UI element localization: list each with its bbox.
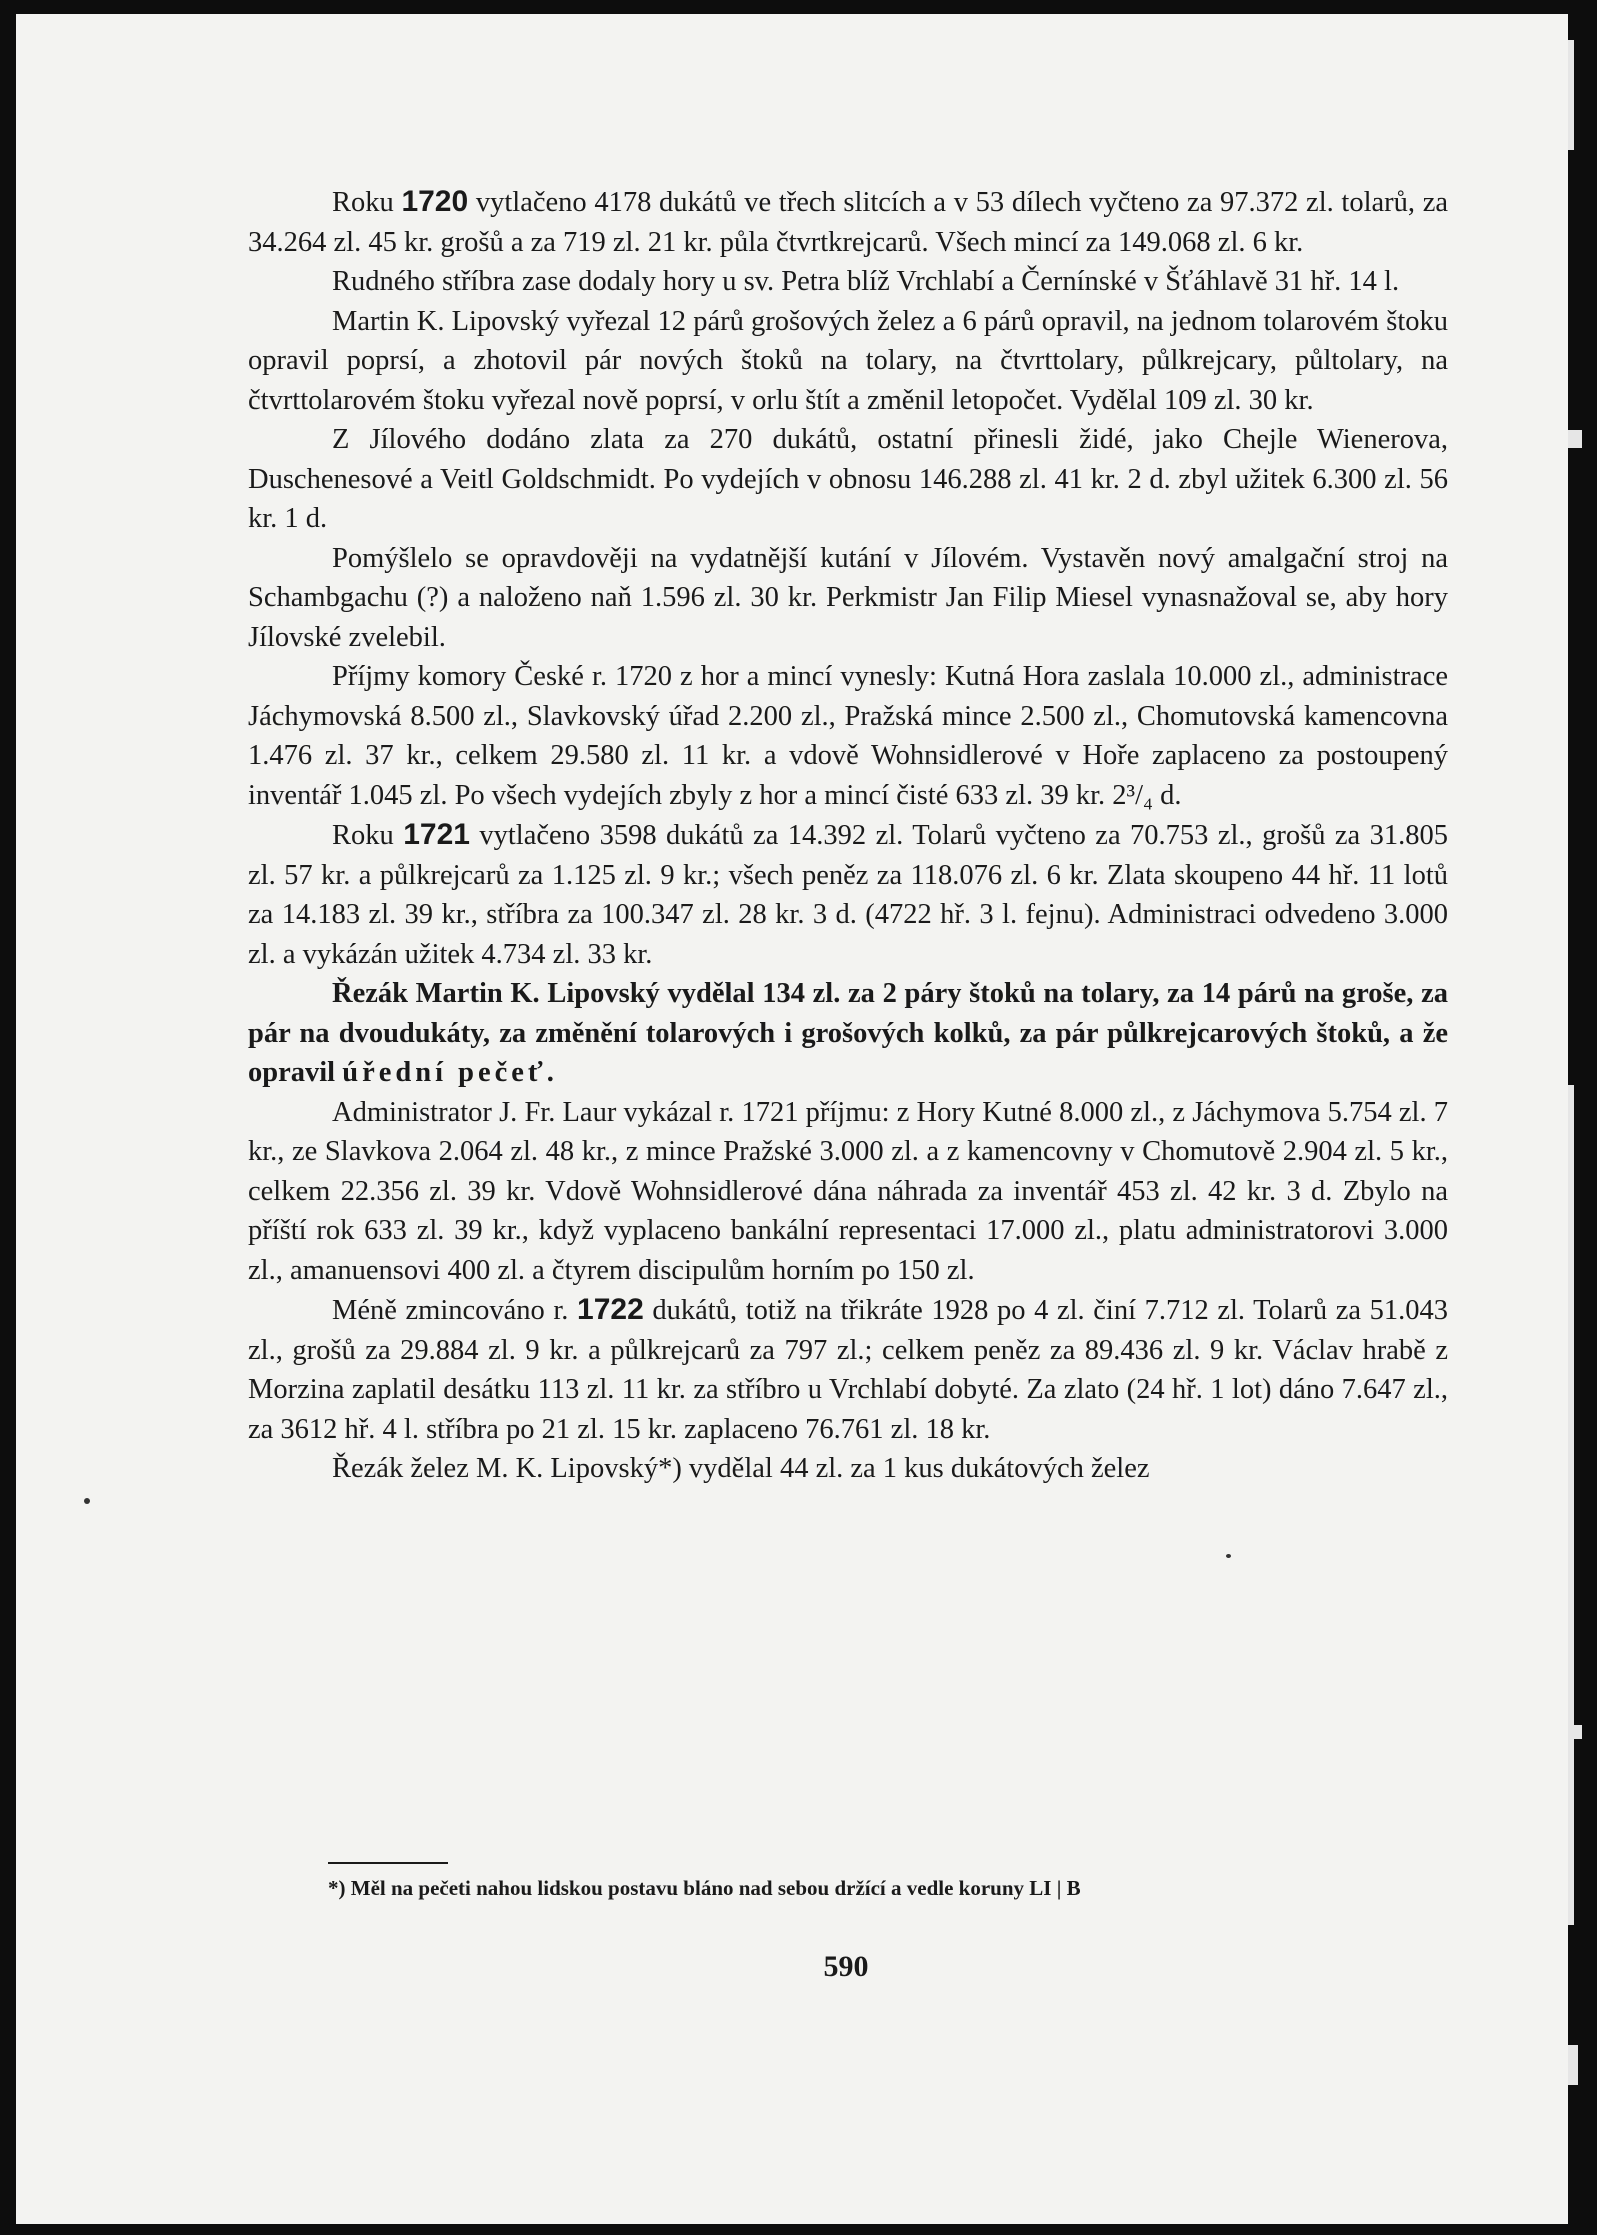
page-number: 590 [823, 1950, 869, 1983]
spaced-emphasis: úřední pečeť [342, 1057, 547, 1088]
scan-edge-mark [1568, 40, 1574, 150]
body-text [248, 182, 1448, 1489]
year-heading-1720: 1720 [401, 185, 469, 218]
paragraph-1721-ducats: Roku 1721 vytlačeno 3598 dukátů za 14.392 zl. Tolarů vyčteno za 70.753 zl., grošů za 31.805 zl. 57 kr. a půlkrejcarů za 1.125 zl. 9 kr.; všech peněz za 118.076 zl. 6 kr. Zlata skoupeno 44 hř. 11 lotů za 14.183 zl. 39 kr., stříbra za 100.347 zl. 28 kr. 3 d. (4722 hř. 3 l. fejnu). Administraci odvedeno 3.000 zl. a vykázán užitek 4.734 zl. 33 kr. [248, 818, 1448, 970]
paragraph-laur-income: Administrator J. Fr. Laur vykázal r. 1721 příjmu: z Hory Kutné 8.000 zl., z Jáchymova 5.754 zl. 7 kr., ze Slavkova 2.064 zl. 48 kr., z mince Pražské 3.000 zl. a z kamencovny v Chomutově 2.904 zl. 5 kr., celkem 22.356 zl. 39 kr. Vdově Wohnsidlerové dána náhrada za inventář 453 zl. 42 kr. 3 d. Zbylo na příští rok 633 zl. 39 kr., když vyplaceno bankální representaci 17.000 zl., platu administratorovi 3.000 zl., amanuensovi 400 zl. a čtyrem discipulům horním po 150 zl. [248, 1096, 1448, 1286]
scan-edge-mark [1568, 1085, 1574, 1925]
scan-edge-mark [1568, 430, 1582, 448]
scanned-page [16, 14, 1568, 2224]
scan-edge-mark [1568, 1725, 1582, 1739]
paragraph-1720-ducats: Roku 1720 vytlačeno 4178 dukátů ve třech slitcích a v 53 dílech vyčteno za 97.372 zl. tolarů, za 34.264 zl. 45 kr. grošů a za 719 zl. 21 kr. půla čtvrtkrejcarů. Všech mincí za 149.068 zl. 6 kr. [248, 185, 1448, 258]
footnote-divider [328, 1862, 448, 1864]
paragraph-jilove-gold: Z Jílového dodáno zlata za 270 dukátů, ostatní přinesli židé, jako Chejle Wienerova, Duschenesové a Veitl Goldschmidt. Po vydejích v obnosu 146.288 zl. 41 kr. 2 d. zbyl užitek 6.300 zl. 56 kr. 1 d. [248, 424, 1448, 534]
paragraph-chamber-income-1720: Příjmy komory České r. 1720 z hor a mincí vynesly: Kutná Hora zaslala 10.000 zl., administrace Jáchymovská 8.500 zl., Slavkovský úřad 2.200 zl., Pražská mince 2.500 zl., Chomutovská kamencovna 1.476 zl. 37 kr., celkem 29.580 zl. 11 kr. a vdově Wohnsidlerové v Hoře zaplaceno za postoupený inventář 1.045 zl. Po všech vydejích zbyly z hor a mincí čisté 633 zl. 39 kr. 2³/₄ d. [248, 661, 1448, 811]
paragraph-silver-ore: Rudného stříbra zase dodaly hory u sv. Petra blíž Vrchlabí a Černínské v Šťáhlavě 31 hř. 14 l. [332, 266, 1400, 297]
footnote: *) Měl na pečeti nahou lidskou postavu bláno nad sebou držící a vedle koruny LI | B [328, 1876, 1081, 1900]
scan-speck [1226, 1554, 1231, 1558]
paragraph-jilove-mining: Pomýšlelo se opravdověji na vydatnější kutání v Jílovém. Vystavěn nový amalgační stroj na Schambgachu (?) a naloženo naň 1.596 zl. 30 kr. Perkmistr Jan Filip Miesel vynasnažoval se, aby hory Jílovské zvelebil. [248, 542, 1448, 653]
scan-right-border [1568, 0, 1597, 2235]
scan-speck [84, 1498, 90, 1504]
paragraph-lipovsky-1720: Martin K. Lipovský vyřezal 12 párů grošových želez a 6 párů opravil, na jednom tolarovém štoku opravil poprsí, a zhotovil pár nových štoků na tolary, na čtvrttolary, půlkrejcary, půltolary, na čtvrttolarovém štoku vyřezal nově poprsí, v orlu štít a změnil letopočet. Vydělal 109 zl. 30 kr. [248, 305, 1448, 416]
paragraph-lipovsky-1722: Řezák želez M. K. Lipovský*) vydělal 44 zl. za 1 kus dukátových želez [332, 1453, 1150, 1484]
paragraph-1722-minting: Méně zmincováno r. 1722 dukátů, totiž na třikráte 1928 po 4 zl. činí 7.712 zl. Tolarů za 51.043 zl., grošů za 29.884 zl. 9 kr. a půlkrejcarů za 797 zl.; celkem peněz za 89.436 zl. 9 kr. Václav hrabě z Morzina zaplatil desátku 113 zl. 11 kr. za stříbro u Vrchlabí dobyté. Za zlato (24 hř. 1 lot) dáno 7.647 zl., za 3612 hř. 4 l. stříbra po 21 zl. 15 kr. zaplaceno 76.761 zl. 18 kr. [248, 1293, 1448, 1445]
year-heading-1721: 1721 [403, 818, 470, 851]
paragraph-lipovsky-1721: Řezák Martin K. Lipovský vydělal 134 zl. za 2 páry štoků na tolary, za 14 párů na groše, za pár na dvoudukáty, za změnění tolarových i grošových kolků, za pár půlkrejcarových štoků, a že opravil úřední pečeť. [248, 978, 1448, 1088]
scan-edge-mark [1568, 2045, 1578, 2085]
year-heading-1722: 1722 [577, 1293, 644, 1326]
